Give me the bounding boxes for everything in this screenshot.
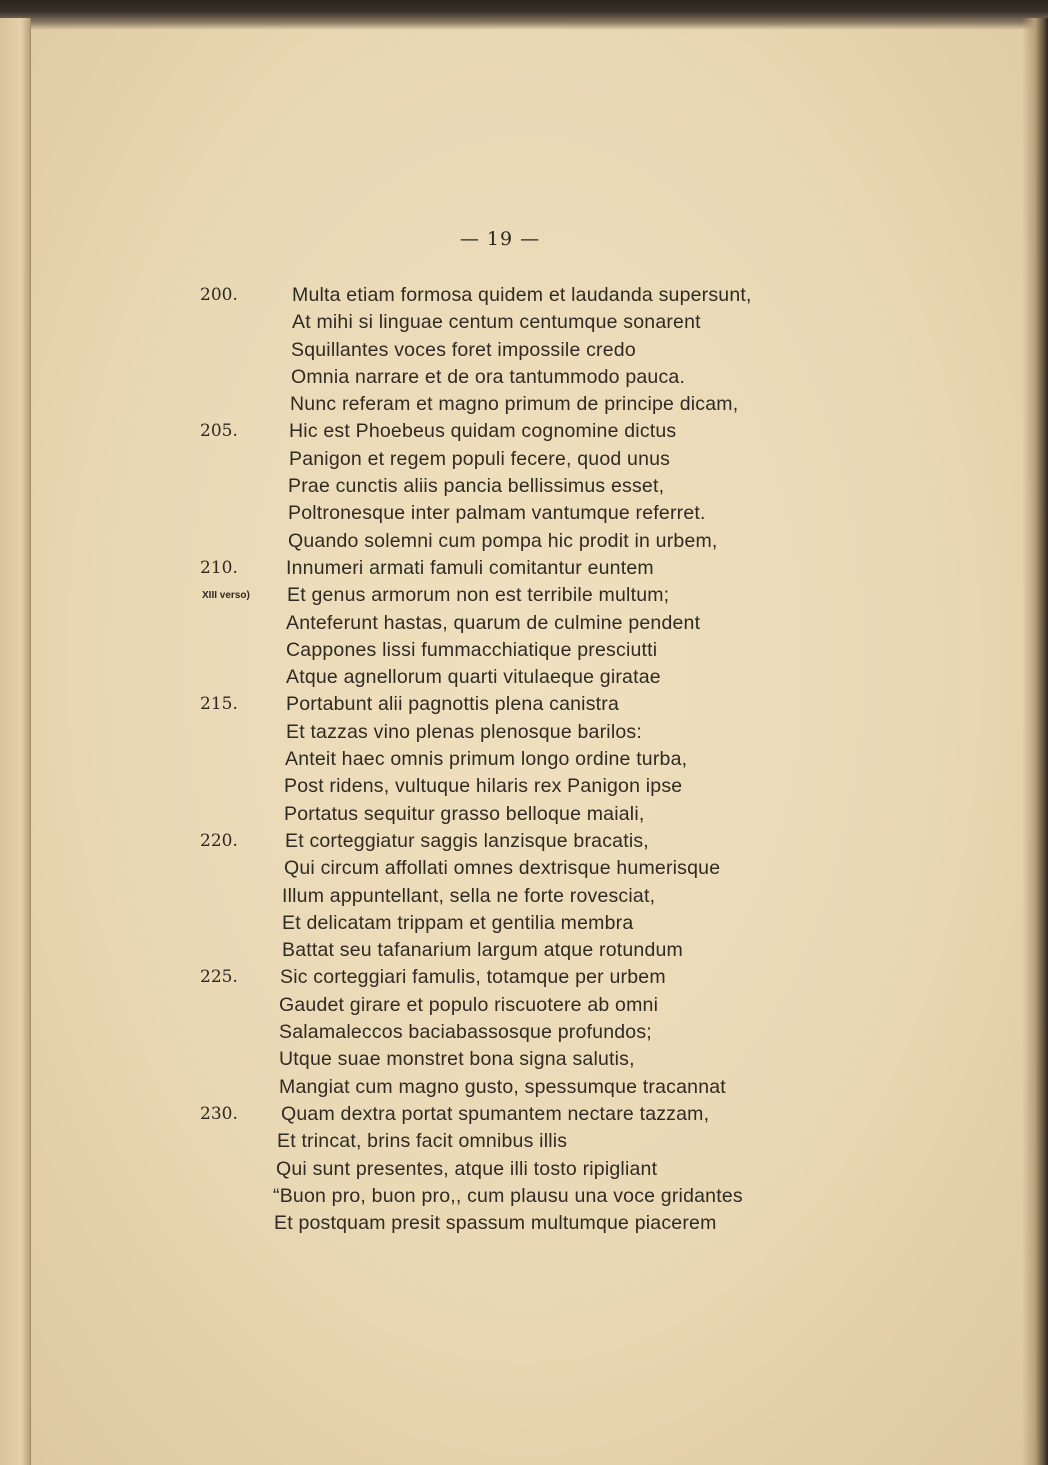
verse-line [200, 828, 800, 855]
verse-text: Et corteggiatur saggis lanzisque bracatis, [285, 829, 649, 852]
verse-line [200, 582, 800, 609]
right-page-edge [1022, 18, 1048, 1465]
verse-text: Gaudet girare et populo riscuotere ab omni [279, 993, 659, 1016]
verse-text: Hic est Phoebeus quidam cognomine dictus [289, 420, 677, 443]
verse-line [200, 1046, 800, 1073]
verse-text: Cappones lissi fummacchiatique presciutti [286, 638, 658, 661]
verse-line [200, 773, 800, 800]
verse-text: Et delicatam trippam et gentilia membra [282, 911, 634, 934]
page-top-edge [0, 0, 1048, 30]
verse-text: Post ridens, vultuque hilaris rex Panigon ipse [284, 775, 683, 798]
verse-text: Portatus sequitur grasso belloque maiali, [284, 802, 645, 825]
verse-number: 200. [200, 285, 238, 305]
verse-line [200, 883, 800, 910]
verse-line [200, 364, 800, 391]
verse-line [200, 691, 800, 718]
verse-text: Portabunt alii pagnottis plena canistra [286, 693, 620, 716]
verse-line [200, 964, 800, 991]
verse-number: XIII verso) [202, 590, 250, 602]
verse-line [200, 1183, 800, 1210]
verse-line [200, 282, 800, 309]
verse-line [200, 500, 800, 527]
verse-line [200, 391, 800, 418]
verse-text: “Buon pro, buon pro,, cum plausu una voce gridantes [273, 1184, 743, 1207]
verse-line [200, 719, 800, 746]
verse-line [200, 610, 800, 637]
verse-line [200, 1128, 800, 1155]
verse-text: Mangiat cum magno gusto, spessumque tracannat [279, 1075, 726, 1098]
verse-line [200, 1074, 800, 1101]
verse-line [200, 746, 800, 773]
verse-line [200, 664, 800, 691]
verse-text: Quando solemni cum pompa hic prodit in urbem, [288, 529, 718, 552]
verse-text: Utque suae monstret bona signa salutis, [279, 1048, 635, 1071]
verse-line [200, 528, 800, 555]
verse-text: Multa etiam formosa quidem et laudanda supersunt, [292, 284, 752, 306]
verse-text: Prae cunctis aliis pancia bellissimus esset, [288, 475, 665, 498]
verse-line [200, 555, 800, 582]
verse-text: At mihi si linguae centum centumque sonarent [292, 311, 701, 334]
verse-line [200, 337, 800, 364]
verse-text: Qui sunt presentes, atque illi tosto ripigliant [276, 1157, 658, 1180]
page-number: — 19 — [459, 228, 541, 250]
verse-number: 220. [200, 830, 238, 851]
poem-body [200, 282, 800, 1237]
verse-text: Et trincat, brins facit omnibus illis [277, 1130, 568, 1153]
verse-text: Illum appuntellant, sella ne forte rovesciat, [282, 884, 656, 907]
verse-line [200, 1210, 800, 1237]
verse-text: Nunc referam et magno primum de principe dicam, [290, 393, 739, 416]
verse-line [200, 910, 800, 937]
verse-text: Et postquam presit spassum multumque piacerem [274, 1212, 717, 1235]
verse-text: Atque agnellorum quarti vitulaeque giratae [286, 666, 661, 689]
verse-text: Et tazzas vino plenas plenosque barilos: [286, 720, 642, 743]
verse-line [200, 473, 800, 500]
verse-text: Sic corteggiari famulis, totamque per urbem [280, 966, 666, 989]
verse-line [200, 418, 800, 445]
verse-text: Omnia narrare et de ora tantummodo pauca. [291, 365, 686, 388]
verse-number: 225. [200, 967, 238, 988]
verse-line [200, 1019, 800, 1046]
verse-text: Anteferunt hastas, quarum de culmine pendent [286, 611, 701, 634]
verse-number: 210. [200, 557, 238, 578]
verse-text: Anteit haec omnis primum longo ordine turba, [285, 748, 688, 771]
verse-number: 215. [200, 694, 238, 715]
verse-number: 230. [200, 1103, 238, 1124]
verse-text: Salamaleccos baciabassosque profundos; [279, 1021, 652, 1044]
verse-line [200, 855, 800, 882]
verse-line [200, 1156, 800, 1183]
verse-line [200, 1101, 800, 1128]
verse-text: Panigon et regem populi fecere, quod unus [289, 447, 671, 470]
verse-number: 205. [200, 421, 238, 442]
verse-line [200, 309, 800, 336]
verse-text: Innumeri armati famuli comitantur euntem [286, 556, 654, 579]
verse-text: Poltronesque inter palmam vantumque referret. [288, 502, 706, 525]
verse-line [200, 637, 800, 664]
verse-text: Quam dextra portat spumantem nectare tazzam, [281, 1102, 710, 1125]
verse-line [200, 801, 800, 828]
left-page-edge [0, 18, 31, 1465]
verse-line [200, 992, 800, 1019]
verse-text: Qui circum affollati omnes dextrisque humerisque [284, 857, 721, 880]
verse-line [200, 446, 800, 473]
verse-text: Battat seu tafanarium largum atque rotundum [282, 939, 683, 962]
verse-text: Squillantes voces foret impossile credo [291, 338, 636, 361]
verse-text: Et genus armorum non est terribile multum; [287, 584, 670, 607]
verse-line [200, 937, 800, 964]
